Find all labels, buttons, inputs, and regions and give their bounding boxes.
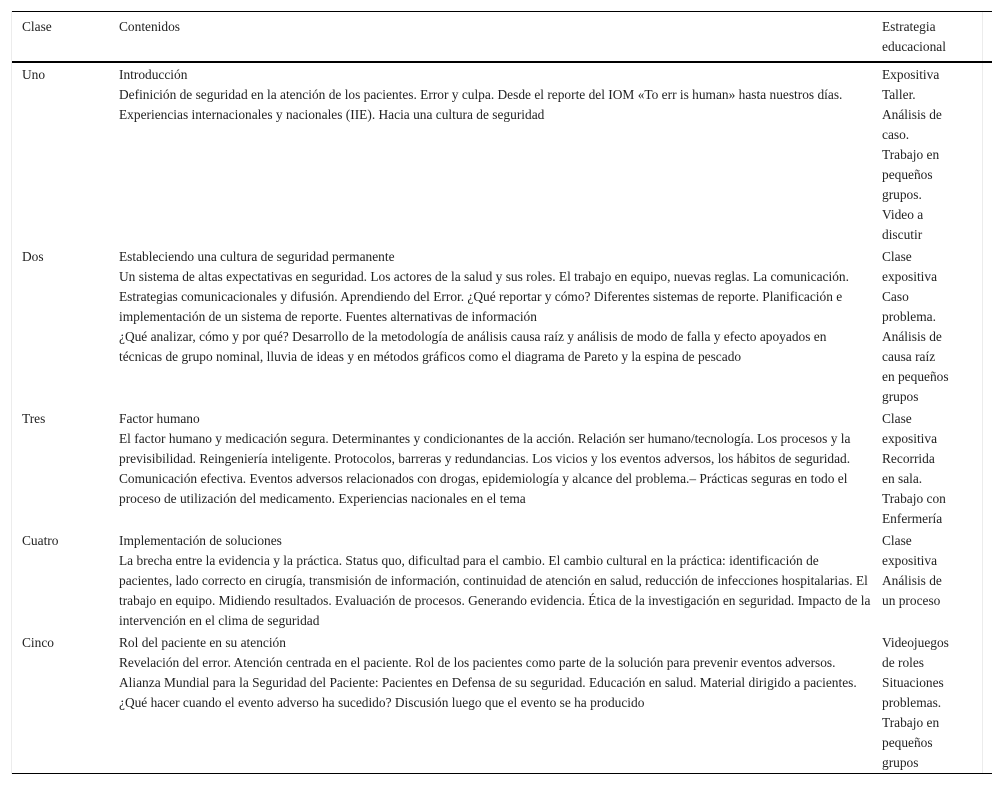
- strategy-line: pequeños: [882, 735, 933, 750]
- cell-clase: Cinco: [22, 635, 54, 650]
- strategy-line: Trabajo en: [882, 147, 940, 162]
- table-row: [12, 407, 992, 529]
- strategy-line: Caso: [882, 289, 909, 304]
- cell-contenidos: [119, 245, 882, 407]
- strategy-line: expositiva: [882, 553, 938, 568]
- cell-clase: Dos: [22, 249, 44, 264]
- strategy-line: grupos: [882, 389, 919, 404]
- content-paragraph: ¿Qué analizar, cómo y por qué? Desarrollo de la metodología de análisis causa raíz y análisis de modo de falla y efecto apoyados en técnicas de grupo nominal, lluvia de ideas y en métodos gráficos como el diagrama de Pareto y la espina de pescado: [119, 329, 827, 364]
- cell-estrategia: [882, 245, 992, 407]
- content-title: Implementación de soluciones: [119, 533, 282, 548]
- content-paragraph: Revelación del error. Atención centrada en el paciente. Rol de los pacientes como parte de la solución para prevenir eventos adversos. Alianza Mundial para la Seguridad del Paciente: Pacientes en Defensa de su seguridad. Educación en salud. Material dirigido a pacientes. ¿Qué hacer cuando el evento adverso ha sucedido? Discusión luego que el evento se ha producido: [119, 655, 857, 710]
- header-clase: Clase: [22, 19, 52, 34]
- strategy-line: grupos.: [882, 187, 922, 202]
- strategy-line: Video a: [882, 207, 924, 222]
- table-row: [12, 529, 992, 631]
- content-title: Factor humano: [119, 411, 200, 426]
- table-row: [12, 62, 992, 245]
- table-row: [12, 631, 992, 774]
- strategy-line: discutir: [882, 227, 923, 242]
- strategy-line: Clase: [882, 411, 912, 426]
- strategy-line: expositiva: [882, 431, 938, 446]
- strategy-line: Clase: [882, 249, 912, 264]
- content-paragraph: Un sistema de altas expectativas en seguridad. Los actores de la salud y sus roles. El trabajo en equipo, nuevas reglas. La comunicación. Estrategias comunicacionales y difusión. Aprendiendo del Error. ¿Qué reportar y cómo? Diferentes sistemas de reporte. Planificación e implementación de un sistema de reporte. Fuentes alternativas de información: [119, 269, 849, 324]
- cell-contenidos: [119, 631, 882, 774]
- strategy-line: en pequeños: [882, 369, 949, 384]
- cell-clase: Cuatro: [22, 533, 59, 548]
- strategy-line: Análisis de: [882, 329, 942, 344]
- strategy-line: un proceso: [882, 593, 941, 608]
- strategy-line: de roles: [882, 655, 925, 670]
- cell-contenidos: [119, 407, 882, 529]
- content-paragraph: El factor humano y medicación segura. Determinantes y condicionantes de la acción. Relación ser humano/tecnología. Los procesos y la previsibilidad. Reingeniería inteligente. Protocolos, barreras y redundancias. Los vicios y los eventos adversos, los hábitos de seguridad. Comunicación efectiva. Eventos adversos relacionados con drogas, epidemiología y alcance del problema.– Prácticas seguras en todo el proceso de utilización del medicamento. Experiencias nacionales en el tema: [119, 431, 851, 506]
- strategy-line: Situaciones: [882, 675, 944, 690]
- content-title: Rol del paciente en su atención: [119, 635, 286, 650]
- content-title: Introducción: [119, 67, 188, 82]
- header-row: [12, 12, 992, 63]
- header-estrategia: [882, 12, 992, 63]
- header-estrategia-line: educacional: [882, 39, 946, 54]
- table-row: [12, 245, 992, 407]
- cell-estrategia: [882, 62, 992, 245]
- cell-estrategia: [882, 407, 992, 529]
- content-paragraph: La brecha entre la evidencia y la práctica. Status quo, dificultad para el cambio. El cambio cultural en la práctica: identificación de pacientes, lado correcto en cirugía, transmisión de información, continuidad de atención en salud, reducción de infecciones hospitalarias. El trabajo en equipo. Midiendo resultados. Evaluación de procesos. Generando evidencia. Ética de la investigación en seguridad. Impacto de la intervención en el clima de seguridad: [119, 553, 871, 628]
- strategy-line: pequeños: [882, 167, 933, 182]
- strategy-line: Trabajo con: [882, 491, 946, 506]
- curriculum-table: [12, 11, 992, 774]
- cell-contenidos: [119, 62, 882, 245]
- strategy-line: expositiva: [882, 269, 938, 284]
- strategy-line: Análisis de: [882, 107, 942, 122]
- strategy-line: Trabajo en: [882, 715, 940, 730]
- strategy-line: Recorrida: [882, 451, 935, 466]
- strategy-line: Expositiva: [882, 67, 940, 82]
- cell-contenidos: [119, 529, 882, 631]
- cell-estrategia: [882, 631, 992, 774]
- strategy-line: causa raíz: [882, 349, 936, 364]
- content-paragraph: Definición de seguridad en la atención de los pacientes. Error y culpa. Desde el reporte del IOM «To err is human» hasta nuestros días. Experiencias internacionales y nacionales (IIE). Hacia una cultura de seguridad: [119, 87, 843, 122]
- cell-clase: Tres: [22, 411, 46, 426]
- header-estrategia-line: Estrategia: [882, 19, 936, 34]
- cell-clase: Uno: [22, 67, 46, 82]
- table-header: [12, 12, 992, 63]
- curriculum-table-container: [11, 11, 983, 774]
- strategy-line: problemas.: [882, 695, 942, 710]
- strategy-line: problema.: [882, 309, 936, 324]
- strategy-line: Clase: [882, 533, 912, 548]
- strategy-line: Análisis de: [882, 573, 942, 588]
- header-contenidos: Contenidos: [119, 19, 181, 34]
- strategy-line: Taller.: [882, 87, 916, 102]
- strategy-line: en sala.: [882, 471, 923, 486]
- content-title: Estableciendo una cultura de seguridad permanente: [119, 249, 395, 264]
- strategy-line: Enfermería: [882, 511, 943, 526]
- strategy-line: caso.: [882, 127, 910, 142]
- table-body: [12, 62, 992, 774]
- strategy-line: grupos: [882, 755, 919, 770]
- strategy-line: Videojuegos: [882, 635, 949, 650]
- cell-estrategia: [882, 529, 992, 631]
